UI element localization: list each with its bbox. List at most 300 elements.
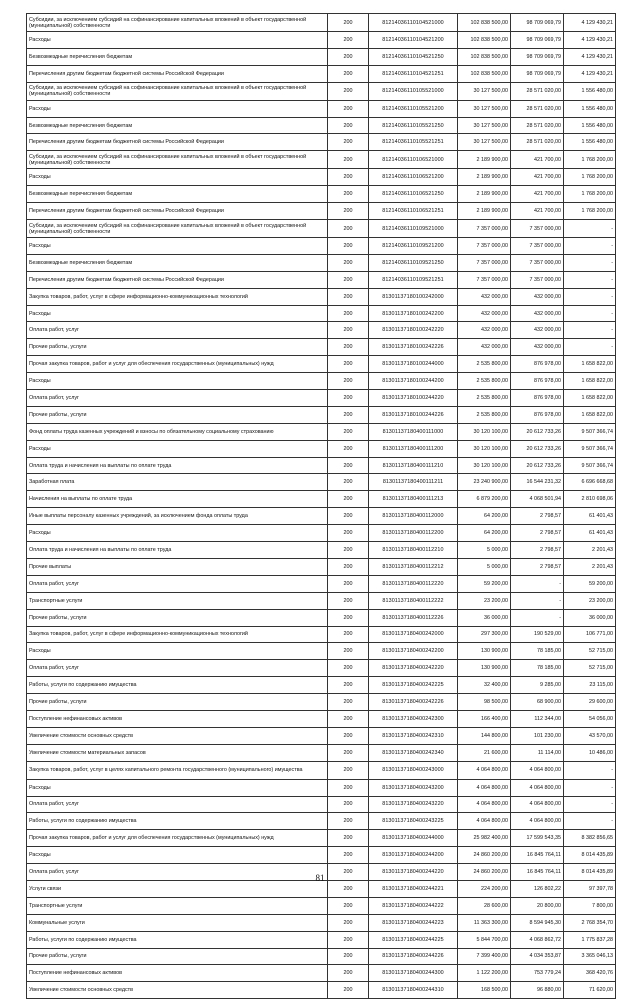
budget-classification-code: 81301137180400242225 bbox=[369, 677, 458, 694]
line-code: 200 bbox=[328, 609, 369, 626]
line-item-name: Расходы bbox=[27, 100, 328, 117]
line-item-name: Начисления на выплаты по оплате труда bbox=[27, 491, 328, 508]
unexecuted-amount: 3 365 046,13 bbox=[564, 948, 616, 965]
executed-amount: 432 000,00 bbox=[511, 288, 564, 305]
budget-classification-code: 81214036110104521251 bbox=[369, 65, 458, 82]
executed-amount: 20 800,00 bbox=[511, 897, 564, 914]
budget-classification-code: 81301137180100242000 bbox=[369, 288, 458, 305]
approved-amount: 102 838 500,00 bbox=[458, 65, 511, 82]
executed-amount: 421 700,00 bbox=[511, 151, 564, 169]
budget-classification-code: 81214036110105521250 bbox=[369, 117, 458, 134]
approved-amount: 23 200,00 bbox=[458, 592, 511, 609]
line-item-name: Безвозмездные перечисления бюджетам bbox=[27, 186, 328, 203]
table-row bbox=[27, 880, 616, 897]
line-code: 200 bbox=[328, 931, 369, 948]
table-row bbox=[27, 32, 616, 49]
executed-amount: 4 064 800,00 bbox=[511, 796, 564, 813]
executed-amount: 432 000,00 bbox=[511, 305, 564, 322]
line-item-name: Увеличение стоимости основных средств bbox=[27, 727, 328, 744]
table-row bbox=[27, 254, 616, 271]
line-code: 200 bbox=[328, 440, 369, 457]
table-row bbox=[27, 542, 616, 559]
line-code: 200 bbox=[328, 727, 369, 744]
table-row bbox=[27, 965, 616, 982]
table-row bbox=[27, 134, 616, 151]
line-item-name: Безвозмездные перечисления бюджетам bbox=[27, 48, 328, 65]
line-item-name: Оплата труда и начисления на выплаты по оплате труда bbox=[27, 457, 328, 474]
table-row bbox=[27, 508, 616, 525]
approved-amount: 64 200,00 bbox=[458, 508, 511, 525]
unexecuted-amount: 368 420,76 bbox=[564, 965, 616, 982]
table-row bbox=[27, 847, 616, 864]
line-item-name: Работы, услуги по содержанию имущества bbox=[27, 931, 328, 948]
approved-amount: 59 200,00 bbox=[458, 575, 511, 592]
line-code: 200 bbox=[328, 203, 369, 220]
budget-classification-code: 81214036110109521000 bbox=[369, 220, 458, 238]
approved-amount: 25 982 400,00 bbox=[458, 830, 511, 847]
budget-classification-code: 81301137180400244222 bbox=[369, 897, 458, 914]
executed-amount: 421 700,00 bbox=[511, 186, 564, 203]
table-row bbox=[27, 761, 616, 779]
executed-amount: 2 798,57 bbox=[511, 508, 564, 525]
executed-amount: 98 709 069,79 bbox=[511, 14, 564, 32]
line-code: 200 bbox=[328, 626, 369, 643]
line-item-name: Перечисления другим бюджетам бюджетной системы Российской Федерации bbox=[27, 271, 328, 288]
budget-classification-code: 81214036110105521200 bbox=[369, 100, 458, 117]
unexecuted-amount: - bbox=[564, 305, 616, 322]
line-item-name: Прочие работы, услуги bbox=[27, 339, 328, 356]
unexecuted-amount: 9 507 366,74 bbox=[564, 440, 616, 457]
budget-classification-code: 81301137180100244226 bbox=[369, 406, 458, 423]
budget-classification-code: 81301137180400243220 bbox=[369, 796, 458, 813]
budget-classification-code: 81301137180400242226 bbox=[369, 694, 458, 711]
line-item-name: Расходы bbox=[27, 373, 328, 390]
budget-classification-code: 81214036110104521200 bbox=[369, 32, 458, 49]
unexecuted-amount: 1 768 200,00 bbox=[564, 151, 616, 169]
executed-amount: 432 000,00 bbox=[511, 339, 564, 356]
budget-classification-code: 81301137180400244200 bbox=[369, 847, 458, 864]
unexecuted-amount: - bbox=[564, 288, 616, 305]
line-code: 200 bbox=[328, 14, 369, 32]
budget-classification-code: 81301137180400242220 bbox=[369, 660, 458, 677]
approved-amount: 144 800,00 bbox=[458, 727, 511, 744]
budget-classification-code: 81301137180400112210 bbox=[369, 542, 458, 559]
budget-classification-code: 81301137180400244220 bbox=[369, 864, 458, 881]
line-item-name: Прочие работы, услуги bbox=[27, 948, 328, 965]
line-code: 200 bbox=[328, 390, 369, 407]
line-code: 200 bbox=[328, 423, 369, 440]
line-item-name: Работы, услуги по содержанию имущества bbox=[27, 813, 328, 830]
table-row bbox=[27, 169, 616, 186]
unexecuted-amount: 9 507 366,74 bbox=[564, 423, 616, 440]
executed-amount: - bbox=[511, 609, 564, 626]
line-code: 200 bbox=[328, 151, 369, 169]
line-item-name: Транспортные услуги bbox=[27, 592, 328, 609]
approved-amount: 2 535 800,00 bbox=[458, 356, 511, 373]
approved-amount: 2 189 900,00 bbox=[458, 169, 511, 186]
executed-amount: 4 064 800,00 bbox=[511, 813, 564, 830]
line-code: 200 bbox=[328, 796, 369, 813]
budget-classification-code: 81301137180400112000 bbox=[369, 508, 458, 525]
table-row bbox=[27, 65, 616, 82]
unexecuted-amount: 1 768 200,00 bbox=[564, 169, 616, 186]
executed-amount: 2 798,57 bbox=[511, 542, 564, 559]
table-row bbox=[27, 271, 616, 288]
executed-amount: 876 978,00 bbox=[511, 356, 564, 373]
executed-amount: 9 285,00 bbox=[511, 677, 564, 694]
budget-classification-code: 81214036110105521000 bbox=[369, 82, 458, 100]
unexecuted-amount: 1 556 480,00 bbox=[564, 82, 616, 100]
approved-amount: 98 500,00 bbox=[458, 694, 511, 711]
table-row bbox=[27, 186, 616, 203]
line-item-name: Расходы bbox=[27, 847, 328, 864]
line-code: 200 bbox=[328, 761, 369, 779]
line-item-name: Расходы bbox=[27, 779, 328, 796]
approved-amount: 7 357 000,00 bbox=[458, 254, 511, 271]
line-code: 200 bbox=[328, 65, 369, 82]
table-row bbox=[27, 575, 616, 592]
unexecuted-amount: 1 556 480,00 bbox=[564, 117, 616, 134]
unexecuted-amount: 8 014 435,89 bbox=[564, 864, 616, 881]
approved-amount: 28 600,00 bbox=[458, 897, 511, 914]
executed-amount: 28 571 020,00 bbox=[511, 82, 564, 100]
table-row bbox=[27, 457, 616, 474]
line-code: 200 bbox=[328, 592, 369, 609]
table-row bbox=[27, 897, 616, 914]
line-item-name: Расходы bbox=[27, 238, 328, 255]
budget-classification-code: 81301137180100244220 bbox=[369, 390, 458, 407]
line-item-name: Поступление нефинансовых активов bbox=[27, 710, 328, 727]
table-row bbox=[27, 796, 616, 813]
budget-classification-code: 81301137180400244225 bbox=[369, 931, 458, 948]
table-row bbox=[27, 744, 616, 761]
approved-amount: 5 000,00 bbox=[458, 558, 511, 575]
table-row bbox=[27, 558, 616, 575]
line-item-name: Прочие работы, услуги bbox=[27, 609, 328, 626]
budget-classification-code: 81214036110106521000 bbox=[369, 151, 458, 169]
approved-amount: 168 500,00 bbox=[458, 982, 511, 999]
unexecuted-amount: 106 771,00 bbox=[564, 626, 616, 643]
approved-amount: 36 000,00 bbox=[458, 609, 511, 626]
budget-classification-code: 81301137180400112226 bbox=[369, 609, 458, 626]
approved-amount: 32 400,00 bbox=[458, 677, 511, 694]
approved-amount: 30 127 500,00 bbox=[458, 100, 511, 117]
budget-classification-code: 81301137180100242226 bbox=[369, 339, 458, 356]
line-code: 200 bbox=[328, 48, 369, 65]
budget-classification-code: 81301137180400112222 bbox=[369, 592, 458, 609]
executed-amount: 753 779,24 bbox=[511, 965, 564, 982]
line-code: 200 bbox=[328, 982, 369, 999]
unexecuted-amount: 61 401,43 bbox=[564, 508, 616, 525]
table-row bbox=[27, 660, 616, 677]
executed-amount: 7 357 000,00 bbox=[511, 238, 564, 255]
executed-amount: 28 571 020,00 bbox=[511, 134, 564, 151]
line-item-name: Субсидии, за исключением субсидий на софинансирование капитальных вложений в объект государственной (муниципальной) собственности bbox=[27, 82, 328, 100]
executed-amount: 7 357 000,00 bbox=[511, 271, 564, 288]
table-row bbox=[27, 813, 616, 830]
line-item-name: Перечисления другим бюджетам бюджетной системы Российской Федерации bbox=[27, 65, 328, 82]
unexecuted-amount: 52 715,00 bbox=[564, 643, 616, 660]
line-code: 200 bbox=[328, 897, 369, 914]
line-code: 200 bbox=[328, 847, 369, 864]
line-code: 200 bbox=[328, 220, 369, 238]
executed-amount: - bbox=[511, 592, 564, 609]
line-code: 200 bbox=[328, 186, 369, 203]
line-item-name: Расходы bbox=[27, 32, 328, 49]
table-row bbox=[27, 220, 616, 238]
budget-classification-code: 81301137180400244310 bbox=[369, 982, 458, 999]
line-item-name: Субсидии, за исключением субсидий на софинансирование капитальных вложений в объект государственной (муниципальной) собственности bbox=[27, 151, 328, 169]
budget-classification-code: 81301137180100244000 bbox=[369, 356, 458, 373]
budget-classification-code: 81214036110105521251 bbox=[369, 134, 458, 151]
budget-classification-code: 81301137180400244300 bbox=[369, 965, 458, 982]
line-item-name: Закупка товаров, работ, услуг в сфере информационно-коммуникационных технологий bbox=[27, 626, 328, 643]
budget-classification-code: 81301137180400242000 bbox=[369, 626, 458, 643]
line-item-name: Поступление нефинансовых активов bbox=[27, 965, 328, 982]
approved-amount: 432 000,00 bbox=[458, 322, 511, 339]
line-code: 200 bbox=[328, 339, 369, 356]
line-code: 200 bbox=[328, 660, 369, 677]
budget-classification-code: 81301137180100244200 bbox=[369, 373, 458, 390]
unexecuted-amount: 1 658 822,00 bbox=[564, 356, 616, 373]
budget-classification-code: 81214036110109521250 bbox=[369, 254, 458, 271]
unexecuted-amount: 43 570,00 bbox=[564, 727, 616, 744]
executed-amount: 98 709 069,79 bbox=[511, 32, 564, 49]
table-row bbox=[27, 931, 616, 948]
unexecuted-amount: 2 810 698,06 bbox=[564, 491, 616, 508]
line-code: 200 bbox=[328, 813, 369, 830]
budget-classification-code: 81301137180400242300 bbox=[369, 710, 458, 727]
approved-amount: 7 399 400,00 bbox=[458, 948, 511, 965]
line-code: 200 bbox=[328, 305, 369, 322]
line-item-name: Расходы bbox=[27, 169, 328, 186]
table-row bbox=[27, 339, 616, 356]
approved-amount: 30 127 500,00 bbox=[458, 82, 511, 100]
unexecuted-amount: 23 200,00 bbox=[564, 592, 616, 609]
budget-classification-code: 81301137180400111211 bbox=[369, 474, 458, 491]
approved-amount: 224 200,00 bbox=[458, 880, 511, 897]
line-item-name: Расходы bbox=[27, 440, 328, 457]
table-row bbox=[27, 609, 616, 626]
approved-amount: 2 535 800,00 bbox=[458, 390, 511, 407]
unexecuted-amount: - bbox=[564, 220, 616, 238]
approved-amount: 2 535 800,00 bbox=[458, 406, 511, 423]
budget-classification-code: 81214036110104521250 bbox=[369, 48, 458, 65]
approved-amount: 7 357 000,00 bbox=[458, 220, 511, 238]
unexecuted-amount: 7 800,00 bbox=[564, 897, 616, 914]
executed-amount: 28 571 020,00 bbox=[511, 117, 564, 134]
executed-amount: 421 700,00 bbox=[511, 203, 564, 220]
unexecuted-amount: 4 129 430,21 bbox=[564, 32, 616, 49]
executed-amount: 876 978,00 bbox=[511, 390, 564, 407]
budget-classification-code: 81301137180400243225 bbox=[369, 813, 458, 830]
unexecuted-amount: 1 658 822,00 bbox=[564, 390, 616, 407]
approved-amount: 5 000,00 bbox=[458, 542, 511, 559]
executed-amount: 20 612 733,26 bbox=[511, 457, 564, 474]
table-row bbox=[27, 779, 616, 796]
line-code: 200 bbox=[328, 558, 369, 575]
approved-amount: 2 189 900,00 bbox=[458, 203, 511, 220]
executed-amount: 432 000,00 bbox=[511, 322, 564, 339]
line-item-name: Оплата работ, услуг bbox=[27, 390, 328, 407]
table-row bbox=[27, 440, 616, 457]
unexecuted-amount: 2 768 354,70 bbox=[564, 914, 616, 931]
line-code: 200 bbox=[328, 288, 369, 305]
line-item-name: Оплата работ, услуг bbox=[27, 575, 328, 592]
executed-amount: 17 599 543,35 bbox=[511, 830, 564, 847]
table-row bbox=[27, 238, 616, 255]
approved-amount: 24 860 200,00 bbox=[458, 864, 511, 881]
line-code: 200 bbox=[328, 322, 369, 339]
line-item-name: Оплата работ, услуг bbox=[27, 322, 328, 339]
line-code: 200 bbox=[328, 542, 369, 559]
approved-amount: 102 838 500,00 bbox=[458, 14, 511, 32]
approved-amount: 11 363 300,00 bbox=[458, 914, 511, 931]
table-row bbox=[27, 830, 616, 847]
executed-amount: 98 709 069,79 bbox=[511, 48, 564, 65]
line-item-name: Прочая закупка товаров, работ и услуг для обеспечения государственных (муниципальных) нужд bbox=[27, 356, 328, 373]
line-code: 200 bbox=[328, 779, 369, 796]
table-row bbox=[27, 948, 616, 965]
unexecuted-amount: 6 696 668,68 bbox=[564, 474, 616, 491]
line-code: 200 bbox=[328, 254, 369, 271]
line-item-name: Безвозмездные перечисления бюджетам bbox=[27, 117, 328, 134]
approved-amount: 130 900,00 bbox=[458, 643, 511, 660]
approved-amount: 1 122 200,00 bbox=[458, 965, 511, 982]
line-item-name: Субсидии, за исключением субсидий на софинансирование капитальных вложений в объект государственной (муниципальной) собственности bbox=[27, 220, 328, 238]
line-code: 200 bbox=[328, 134, 369, 151]
executed-amount: 78 185,00 bbox=[511, 643, 564, 660]
approved-amount: 7 357 000,00 bbox=[458, 271, 511, 288]
executed-amount: 11 114,00 bbox=[511, 744, 564, 761]
line-item-name: Прочая закупка товаров, работ и услуг для обеспечения государственных (муниципальных) нужд bbox=[27, 830, 328, 847]
executed-amount: 421 700,00 bbox=[511, 169, 564, 186]
table-row bbox=[27, 356, 616, 373]
executed-amount: - bbox=[511, 575, 564, 592]
table-row bbox=[27, 288, 616, 305]
table-row bbox=[27, 677, 616, 694]
line-item-name: Перечисления другим бюджетам бюджетной системы Российской Федерации bbox=[27, 134, 328, 151]
unexecuted-amount: 1 658 822,00 bbox=[564, 373, 616, 390]
approved-amount: 30 120 100,00 bbox=[458, 457, 511, 474]
table-row bbox=[27, 305, 616, 322]
budget-classification-code: 81214036110106521200 bbox=[369, 169, 458, 186]
unexecuted-amount: 1 556 480,00 bbox=[564, 100, 616, 117]
table-row bbox=[27, 727, 616, 744]
budget-classification-code: 81301137180400242200 bbox=[369, 643, 458, 660]
executed-amount: 78 185,00 bbox=[511, 660, 564, 677]
unexecuted-amount: 36 000,00 bbox=[564, 609, 616, 626]
approved-amount: 23 240 900,00 bbox=[458, 474, 511, 491]
line-item-name: Коммунальные услуги bbox=[27, 914, 328, 931]
line-code: 200 bbox=[328, 710, 369, 727]
table-row bbox=[27, 710, 616, 727]
line-code: 200 bbox=[328, 880, 369, 897]
unexecuted-amount: - bbox=[564, 761, 616, 779]
budget-classification-code: 81301137180400111210 bbox=[369, 457, 458, 474]
line-item-name: Закупка товаров, работ, услуг в целях капитального ремонта государственного (муниципального) имущества bbox=[27, 761, 328, 779]
table-row bbox=[27, 982, 616, 999]
executed-amount: 16 544 231,32 bbox=[511, 474, 564, 491]
unexecuted-amount: 1 775 837,28 bbox=[564, 931, 616, 948]
line-code: 200 bbox=[328, 694, 369, 711]
unexecuted-amount: - bbox=[564, 813, 616, 830]
unexecuted-amount: 8 014 435,89 bbox=[564, 847, 616, 864]
unexecuted-amount: 52 715,00 bbox=[564, 660, 616, 677]
line-code: 200 bbox=[328, 965, 369, 982]
approved-amount: 130 900,00 bbox=[458, 660, 511, 677]
line-item-name: Фонд оплаты труда казенных учреждений и взносы по обязательному социальному страхованию bbox=[27, 423, 328, 440]
line-code: 200 bbox=[328, 744, 369, 761]
line-code: 200 bbox=[328, 117, 369, 134]
approved-amount: 2 535 800,00 bbox=[458, 373, 511, 390]
approved-amount: 4 064 800,00 bbox=[458, 761, 511, 779]
line-code: 200 bbox=[328, 914, 369, 931]
line-item-name: Работы, услуги по содержанию имущества bbox=[27, 677, 328, 694]
line-item-name: Прочие работы, услуги bbox=[27, 694, 328, 711]
executed-amount: 7 357 000,00 bbox=[511, 254, 564, 271]
line-code: 200 bbox=[328, 677, 369, 694]
line-code: 200 bbox=[328, 643, 369, 660]
budget-classification-code: 81301137180400244221 bbox=[369, 880, 458, 897]
line-item-name: Расходы bbox=[27, 525, 328, 542]
line-code: 200 bbox=[328, 238, 369, 255]
executed-amount: 4 068 501,94 bbox=[511, 491, 564, 508]
executed-amount: 68 900,00 bbox=[511, 694, 564, 711]
line-code: 200 bbox=[328, 864, 369, 881]
unexecuted-amount: - bbox=[564, 238, 616, 255]
line-code: 200 bbox=[328, 948, 369, 965]
line-item-name: Закупка товаров, работ, услуг в сфере информационно-коммуникационных технологий bbox=[27, 288, 328, 305]
budget-classification-code: 81301137180400244223 bbox=[369, 914, 458, 931]
budget-classification-code: 81301137180400111213 bbox=[369, 491, 458, 508]
table-row bbox=[27, 151, 616, 169]
approved-amount: 432 000,00 bbox=[458, 288, 511, 305]
executed-amount: 20 612 733,26 bbox=[511, 440, 564, 457]
line-item-name: Оплата труда и начисления на выплаты по оплате труда bbox=[27, 542, 328, 559]
table-row bbox=[27, 694, 616, 711]
page-number: 81 bbox=[315, 873, 325, 883]
line-code: 200 bbox=[328, 82, 369, 100]
approved-amount: 24 860 200,00 bbox=[458, 847, 511, 864]
executed-amount: 28 571 020,00 bbox=[511, 100, 564, 117]
unexecuted-amount: 8 382 856,65 bbox=[564, 830, 616, 847]
budget-classification-code: 81214036110106521251 bbox=[369, 203, 458, 220]
table-row bbox=[27, 643, 616, 660]
line-code: 200 bbox=[328, 406, 369, 423]
line-item-name: Увеличение стоимости основных средств bbox=[27, 982, 328, 999]
table-body bbox=[27, 14, 616, 999]
table-row bbox=[27, 406, 616, 423]
budget-classification-code: 81214036110106521250 bbox=[369, 186, 458, 203]
table-row bbox=[27, 14, 616, 32]
line-code: 200 bbox=[328, 373, 369, 390]
unexecuted-amount: 1 556 480,00 bbox=[564, 134, 616, 151]
executed-amount: 126 802,22 bbox=[511, 880, 564, 897]
unexecuted-amount: 61 401,43 bbox=[564, 525, 616, 542]
approved-amount: 30 120 100,00 bbox=[458, 440, 511, 457]
table-row bbox=[27, 423, 616, 440]
line-item-name: Прочие выплаты bbox=[27, 558, 328, 575]
unexecuted-amount: - bbox=[564, 322, 616, 339]
unexecuted-amount: 2 201,43 bbox=[564, 558, 616, 575]
approved-amount: 21 600,00 bbox=[458, 744, 511, 761]
unexecuted-amount: 9 507 366,74 bbox=[564, 457, 616, 474]
executed-amount: 876 978,00 bbox=[511, 373, 564, 390]
table-row bbox=[27, 474, 616, 491]
unexecuted-amount: 71 620,00 bbox=[564, 982, 616, 999]
table-row bbox=[27, 117, 616, 134]
